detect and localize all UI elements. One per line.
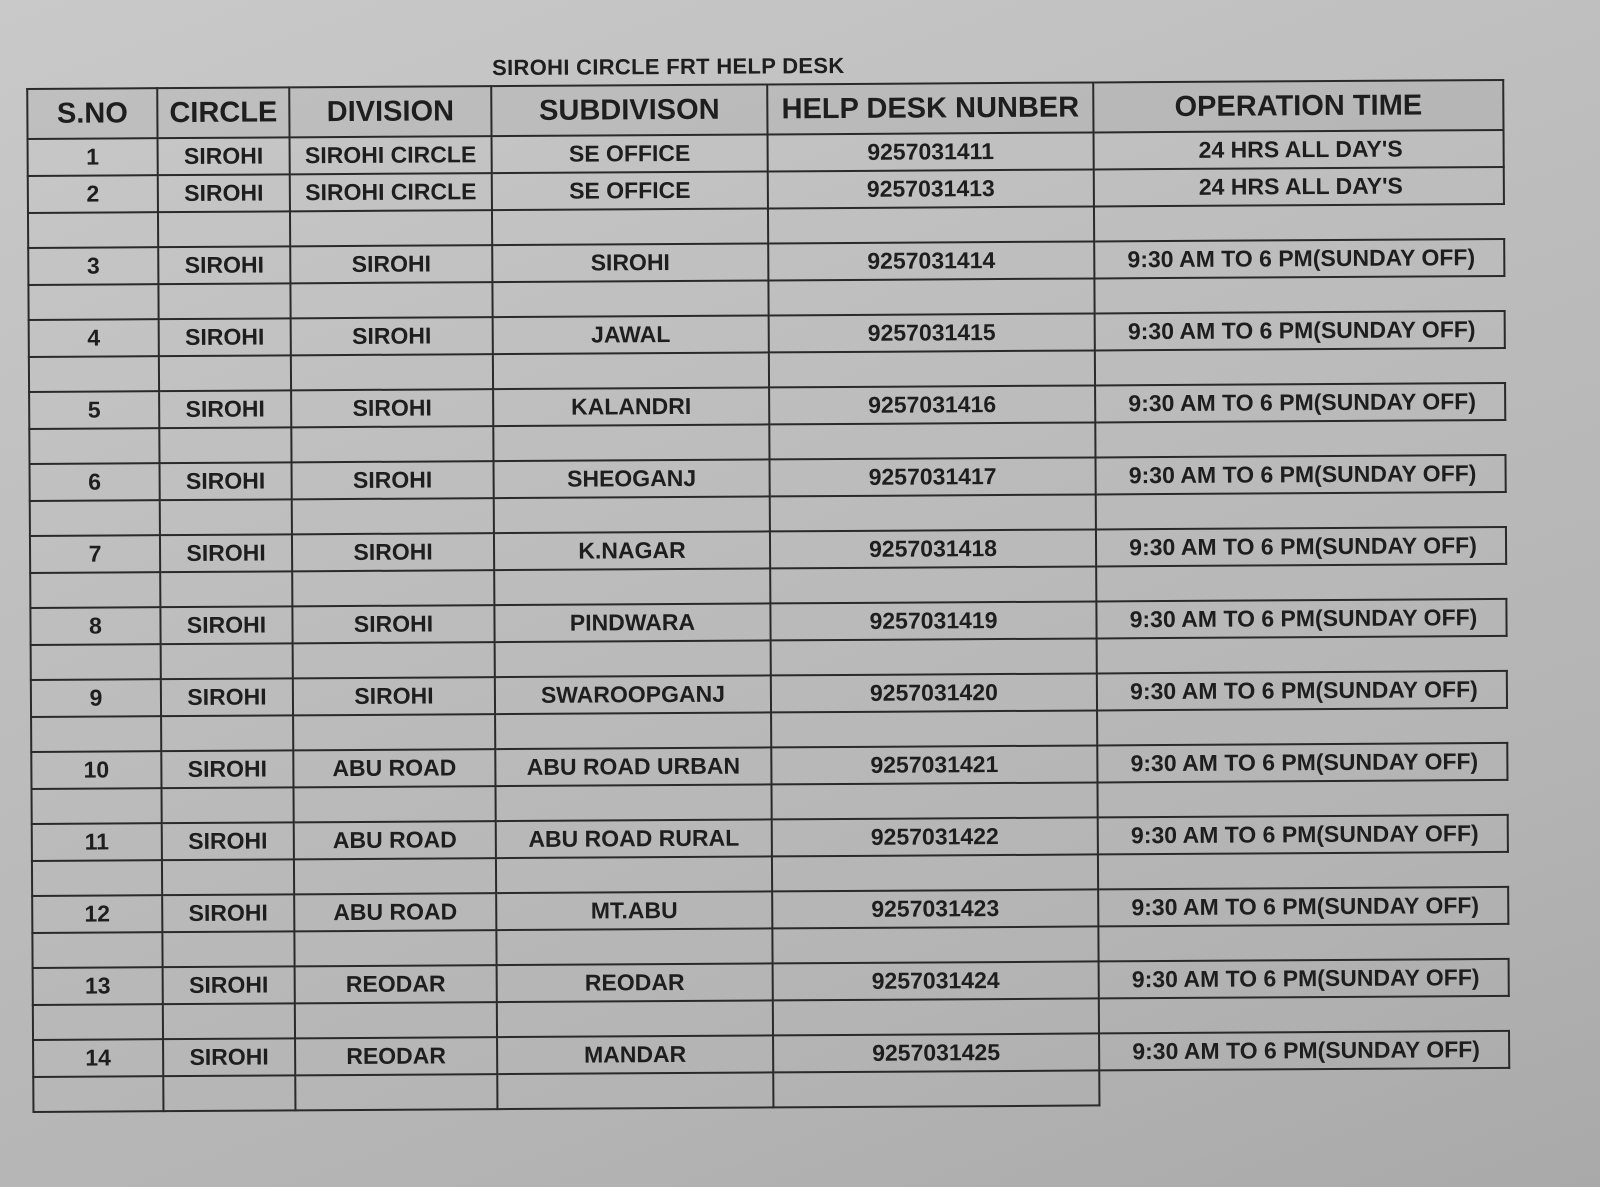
cell-division: SIROHI [292,533,494,571]
spacer-cell [163,1075,295,1111]
cell-helpdesk-number: 9257031422 [772,817,1098,856]
spacer-cell [772,854,1098,891]
spacer-cell [771,710,1097,747]
cell-sno: 10 [31,751,161,789]
spacer-cell [496,928,772,965]
cell-helpdesk-number: 9257031419 [770,601,1096,640]
cell-circle: SIROHI [160,462,292,500]
cell-circle: SIROHI [160,534,292,572]
spacer-cell [1097,636,1507,674]
cell-helpdesk-number: 9257031425 [773,1033,1099,1072]
document-title: SIROHI CIRCLE FRT HELP DESK [492,52,845,81]
spacer-cell [30,500,160,536]
spacer-cell [31,716,161,752]
spacer-cell [494,496,770,533]
cell-division: SIROHI CIRCLE [290,136,492,174]
cell-sno: 1 [28,138,158,176]
spacer-cell [770,494,1096,531]
spacer-cell [293,642,495,678]
spacer-cell [1096,492,1506,530]
cell-circle: SIROHI [158,174,290,212]
cell-helpdesk-number: 9257031417 [770,457,1096,496]
cell-sno: 4 [29,319,159,357]
cell-circle: SIROHI [163,966,295,1004]
spacer-cell [1097,780,1507,818]
spacer-cell [29,428,159,464]
header-subdivision: SUBDIVISON [491,84,767,136]
spacer-cell [290,282,492,318]
spacer-cell [162,859,294,895]
cell-operation-time: 9:30 AM TO 6 PM(SUNDAY OFF) [1098,887,1508,927]
spacer-cell [32,932,162,968]
spacer-cell [292,570,494,606]
spacer-cell [32,860,162,896]
table-body [28,130,1510,1112]
spacer-cell [292,498,494,534]
cell-operation-time: 9:30 AM TO 6 PM(SUNDAY OFF) [1094,239,1504,279]
spacer-cell [495,640,771,677]
cell-subdivision: SIROHI [492,243,768,282]
spacer-cell [294,930,496,966]
helpdesk-table [26,79,1510,1113]
spacer-cell [160,499,292,535]
spacer-cell [160,571,292,607]
cell-sno: 14 [33,1039,163,1077]
cell-operation-time: 9:30 AM TO 6 PM(SUNDAY OFF) [1099,1031,1509,1071]
spacer-cell [1095,348,1505,386]
cell-circle: SIROHI [162,822,294,860]
spacer-cell [161,643,293,679]
cell-circle: SIROHI [162,894,294,932]
cell-sno: 5 [29,391,159,429]
cell-division: ABU ROAD [294,821,496,859]
spacer-cell [163,1003,295,1039]
cell-helpdesk-number: 9257031413 [768,169,1094,208]
spacer-cell [492,208,768,245]
cell-circle: SIROHI [163,1038,295,1076]
cell-helpdesk-number: 9257031414 [768,241,1094,280]
spacer-cell [492,280,768,317]
document-sheet [22,43,1529,1172]
cell-helpdesk-number: 9257031411 [768,132,1094,171]
spacer-cell [771,782,1097,819]
cell-operation-time: 9:30 AM TO 6 PM(SUNDAY OFF) [1096,527,1506,567]
spacer-cell [1097,708,1507,746]
cell-subdivision: REODAR [497,963,773,1002]
spacer-cell [772,926,1098,963]
header-sno: S.NO [27,88,157,139]
cell-operation-time: 9:30 AM TO 6 PM(SUNDAY OFF) [1096,599,1506,639]
spacer-cell [1094,204,1504,242]
spacer-cell [769,422,1095,459]
spacer-cell [493,352,769,389]
spacer-cell [1099,1068,1509,1106]
spacer-cell [32,788,162,824]
header-division: DIVISION [289,86,491,137]
spacer-cell [33,1004,163,1040]
spacer-cell [295,1074,497,1110]
cell-operation-time: 9:30 AM TO 6 PM(SUNDAY OFF) [1095,311,1505,351]
cell-operation-time: 24 HRS ALL DAY'S [1094,167,1504,207]
spacer-cell [28,284,158,320]
cell-sno: 3 [28,247,158,285]
cell-circle: SIROHI [160,606,292,644]
spacer-cell [495,712,771,749]
spacer-cell [293,786,495,822]
spacer-cell [162,931,294,967]
cell-division: SIROHI [292,461,494,499]
spacer-cell [494,568,770,605]
cell-sno: 11 [32,823,162,861]
cell-sno: 7 [30,535,160,573]
cell-circle: SIROHI [159,318,291,356]
spacer-cell [29,356,159,392]
cell-operation-time: 9:30 AM TO 6 PM(SUNDAY OFF) [1097,671,1507,711]
cell-helpdesk-number: 9257031418 [770,529,1096,568]
spacer-cell [28,212,158,248]
cell-sno: 12 [32,895,162,933]
cell-subdivision: SHEOGANJ [494,459,770,498]
spacer-cell [33,1076,163,1112]
cell-division: SIROHI [291,389,493,427]
cell-circle: SIROHI [158,137,290,175]
cell-subdivision: ABU ROAD URBAN [495,747,771,786]
spacer-cell [1094,276,1504,314]
spacer-cell [290,210,492,246]
cell-helpdesk-number: 9257031420 [771,673,1097,712]
cell-subdivision: JAWAL [493,315,769,354]
spacer-cell [1099,996,1509,1034]
cell-subdivision: SE OFFICE [492,171,768,210]
spacer-cell [291,426,493,462]
spacer-cell [771,638,1097,675]
cell-helpdesk-number: 9257031415 [769,313,1095,352]
spacer-cell [768,206,1094,243]
cell-sno: 13 [33,967,163,1005]
cell-operation-time: 9:30 AM TO 6 PM(SUNDAY OFF) [1098,815,1508,855]
spacer-cell [1096,564,1506,602]
cell-sno: 9 [31,679,161,717]
table-header-row [27,80,1503,139]
spacer-cell [769,350,1095,387]
spacer-cell [159,427,291,463]
cell-subdivision: KALANDRI [493,387,769,426]
cell-circle: SIROHI [161,750,293,788]
spacer-cell [497,1000,773,1037]
spacer-cell [294,858,496,894]
cell-division: ABU ROAD [294,893,496,931]
spacer-cell [493,424,769,461]
spacer-cell [773,1070,1099,1107]
cell-helpdesk-number: 9257031423 [772,889,1098,928]
spacer-cell [158,283,290,319]
spacer-cell [161,715,293,751]
spacer-cell [295,1002,497,1038]
spacer-cell [30,572,160,608]
cell-division: SIROHI [293,677,495,715]
cell-subdivision: ABU ROAD RURAL [496,819,772,858]
cell-operation-time: 9:30 AM TO 6 PM(SUNDAY OFF) [1095,455,1505,495]
spacer-cell [773,998,1099,1035]
cell-subdivision: SWAROOPGANJ [495,675,771,714]
cell-division: REODAR [295,1037,497,1075]
cell-operation-time: 24 HRS ALL DAY'S [1094,130,1504,170]
header-operation-time: OPERATION TIME [1093,80,1503,133]
header-circle: CIRCLE [157,87,289,138]
spacer-cell [770,566,1096,603]
cell-sno: 8 [30,607,160,645]
cell-helpdesk-number: 9257031416 [769,385,1095,424]
cell-division: SIROHI [290,245,492,283]
header-helpdesk-number: HELP DESK NUNBER [767,82,1093,134]
cell-circle: SIROHI [159,390,291,428]
cell-operation-time: 9:30 AM TO 6 PM(SUNDAY OFF) [1097,743,1507,783]
cell-division: SIROHI [291,317,493,355]
cell-subdivision: PINDWARA [494,603,770,642]
cell-helpdesk-number: 9257031424 [773,961,1099,1000]
cell-sno: 2 [28,175,158,213]
spacer-cell [1095,420,1505,458]
spacer-cell [293,714,495,750]
spacer-cell [1098,852,1508,890]
cell-subdivision: MT.ABU [496,891,772,930]
spacer-cell [291,354,493,390]
spacer-cell [1098,924,1508,962]
cell-sno: 6 [30,463,160,501]
spacer-cell [158,211,290,247]
cell-subdivision: MANDAR [497,1035,773,1074]
spacer-cell [768,278,1094,315]
cell-helpdesk-number: 9257031421 [771,745,1097,784]
cell-division: REODAR [295,965,497,1003]
cell-circle: SIROHI [161,678,293,716]
cell-division: SIROHI [292,605,494,643]
cell-circle: SIROHI [158,246,290,284]
spacer-cell [161,787,293,823]
spacer-cell [159,355,291,391]
cell-subdivision: SE OFFICE [492,134,768,173]
spacer-cell [496,856,772,893]
cell-division: ABU ROAD [293,749,495,787]
cell-operation-time: 9:30 AM TO 6 PM(SUNDAY OFF) [1099,959,1509,999]
cell-division: SIROHI CIRCLE [290,173,492,211]
cell-subdivision: K.NAGAR [494,531,770,570]
spacer-cell [31,644,161,680]
spacer-cell [497,1072,773,1109]
spacer-cell [495,784,771,821]
cell-operation-time: 9:30 AM TO 6 PM(SUNDAY OFF) [1095,383,1505,423]
